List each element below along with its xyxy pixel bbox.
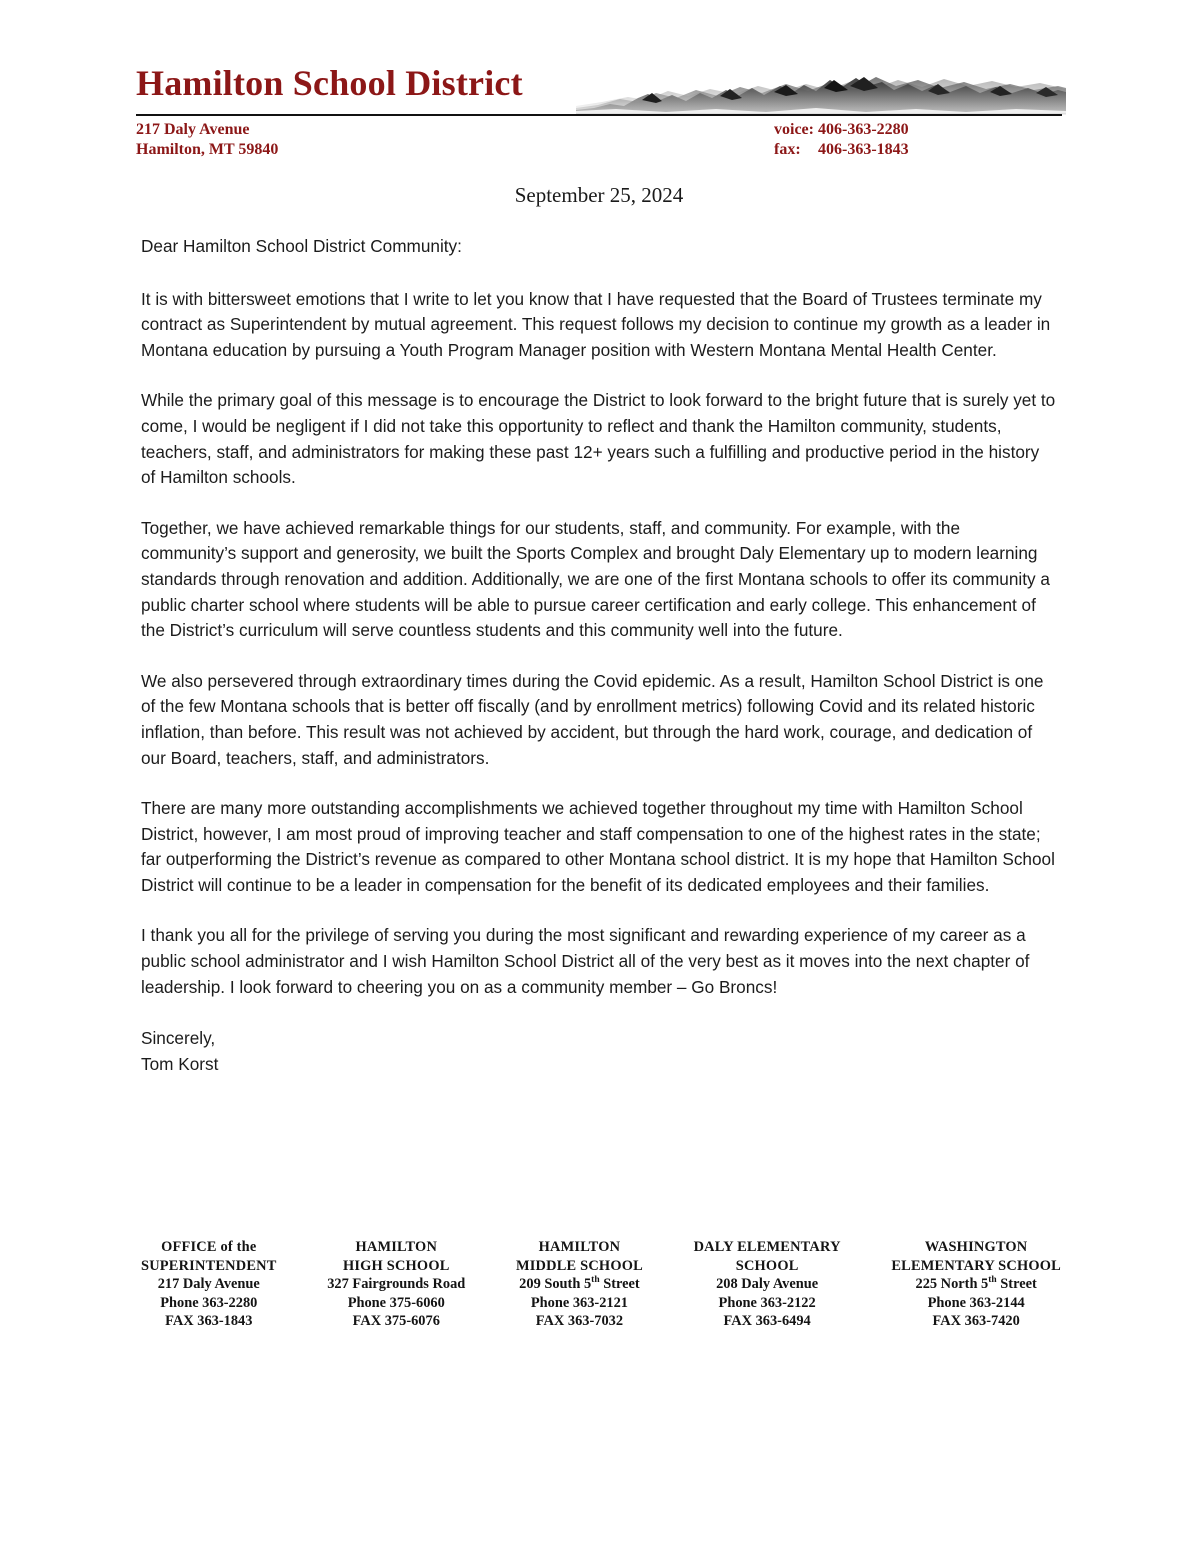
- school-fax: FAX 363-6494: [723, 1313, 811, 1330]
- street-tail: Street: [599, 1276, 640, 1293]
- street-text: 208 Daly Avenue: [716, 1276, 819, 1293]
- page-title: Hamilton School District: [136, 63, 523, 103]
- address-line-1: 217 Daly Avenue: [136, 121, 250, 138]
- letterhead-top-row: [136, 62, 1062, 118]
- signer-name: Tom Korst: [141, 1053, 219, 1074]
- school-street: [694, 1275, 841, 1294]
- school-phone: Phone 363-2280: [160, 1294, 258, 1311]
- school-fax: FAX 363-7032: [535, 1313, 624, 1330]
- letterhead-contact: [136, 120, 1062, 164]
- body-paragraph-3: Together, we have achieved remarkable things for our students, staff, and community. For example, with the community’s support and generosity, we built the Sports Complex and brought Daly Elementary up to modern learning standards through renovation and addition. Additionally, we are one of the first Montana schools to offer its community a public charter school where students will be able to pursue career certification and early college. This enhancement of the District’s curriculum will serve countless students and this community well into the future.: [141, 517, 1050, 641]
- school-name-line-1: DALY ELEMENTARY: [693, 1239, 841, 1255]
- body-paragraph-5: There are many more outstanding accomplishments we achieved together throughout my time with Hamilton School District, however, I am most proud of improving teacher and staff compensation to one of the highest rates in the state; far outperforming the District’s revenue as compared to other Montana school district. It is my hope that Hamilton School District will continue to be a leader in compensation for the benefit of its dedicated employees and their families.: [141, 798, 1055, 895]
- voice-number: 406-363-2280: [818, 121, 909, 138]
- letter-body: [141, 234, 1057, 1077]
- street-text: 217 Daly Avenue: [157, 1276, 260, 1293]
- school-name-line-2: MIDDLE SCHOOL: [515, 1257, 643, 1274]
- salutation: Dear Hamilton School District Community:: [141, 236, 462, 256]
- school-street: [516, 1275, 643, 1294]
- school-name-line-1: HAMILTON: [538, 1239, 621, 1255]
- letterhead-divider: [136, 114, 1062, 116]
- school-name-line-1: OFFICE of the: [161, 1239, 257, 1255]
- letter-date: September 25, 2024: [514, 183, 684, 207]
- school-name-line-2: SUPERINTENDENT: [141, 1257, 277, 1274]
- mountain-range-illustration: [576, 60, 1066, 116]
- street-ordinal: th: [591, 1275, 600, 1286]
- school-street: [141, 1275, 277, 1294]
- school-name-line-2: ELEMENTARY SCHOOL: [891, 1257, 1061, 1274]
- school-phone: Phone 363-2121: [530, 1294, 628, 1311]
- school-directory-footer: [141, 1238, 1061, 1331]
- school-name-line-1: HAMILTON: [355, 1239, 438, 1255]
- signature-block: [141, 1026, 1057, 1077]
- body-paragraph-6: I thank you all for the privilege of serving you during the most significant and rewarding experience of my career as a public school administrator and I wish Hamilton School District all of the very best as it moves into the next chapter of leadership. I look forward to cheering you on as a community member – Go Broncs!: [141, 925, 1030, 997]
- street-text: 327 Fairgrounds Road: [327, 1276, 466, 1293]
- voice-label: voice:: [774, 121, 814, 138]
- fax-label: fax:: [774, 141, 801, 158]
- street-text: 209 South 5: [519, 1276, 592, 1293]
- street-ordinal: th: [988, 1275, 997, 1286]
- district-address: [136, 120, 278, 160]
- school-fax: FAX 363-1843: [165, 1313, 253, 1330]
- street-tail: Street: [996, 1276, 1037, 1293]
- footer-column-superintendent: [141, 1238, 277, 1331]
- school-name-line-2: HIGH SCHOOL: [342, 1257, 450, 1274]
- footer-column-hamilton-high-school: [327, 1238, 465, 1331]
- district-phone-numbers: [774, 120, 909, 160]
- body-paragraph-2: While the primary goal of this message is to encourage the District to look forward to the bright future that is surely yet to come, I would be negligent if I did not take this opportunity to reflect and thank the Hamilton community, students, teachers, staff, and administrators for making these past 12+ years such a fulfilling and productive period in the history of Hamilton schools.: [141, 390, 1056, 488]
- footer-column-washington-elementary-school: [891, 1238, 1061, 1331]
- school-street: [891, 1275, 1061, 1294]
- school-street: [327, 1275, 465, 1294]
- school-fax: FAX 363-7420: [932, 1313, 1020, 1330]
- street-text: 225 North 5: [915, 1276, 989, 1293]
- school-name-line-1: WASHINGTON: [924, 1239, 1028, 1255]
- school-phone: Phone 363-2144: [927, 1294, 1025, 1311]
- school-fax: FAX 375-6076: [352, 1313, 440, 1330]
- letterhead: [136, 62, 1062, 118]
- body-paragraph-4: We also persevered through extraordinary times during the Covid epidemic. As a result, Hamilton School District is one of the few Montana schools that is better off fiscally (and by enrollment metrics) following Covid and its related historic inflation, than before. This result was not achieved by accident, but through the hard work, courage, and dedication of our Board, teachers, staff, and administrators.: [141, 670, 1044, 768]
- closing-line: Sincerely,: [141, 1028, 216, 1049]
- address-line-2: Hamilton, MT 59840: [136, 141, 279, 158]
- footer-column-daly-elementary-school: [694, 1238, 841, 1331]
- school-phone: Phone 375-6060: [347, 1294, 445, 1311]
- fax-number: 406-363-1843: [818, 141, 909, 158]
- school-name-line-2: SCHOOL: [735, 1257, 799, 1274]
- footer-column-hamilton-middle-school: [516, 1238, 643, 1331]
- school-phone: Phone 363-2122: [718, 1294, 816, 1311]
- fax-row: [774, 140, 909, 160]
- voice-row: [774, 120, 909, 140]
- body-paragraph-1: It is with bittersweet emotions that I write to let you know that I have requested that the Board of Trustees terminate my contract as Superintendent by mutual agreement. This request follows my decision to continue my growth as a leader in Montana education by pursuing a Youth Program Manager position with Western Montana Mental Health Center.: [141, 288, 1051, 360]
